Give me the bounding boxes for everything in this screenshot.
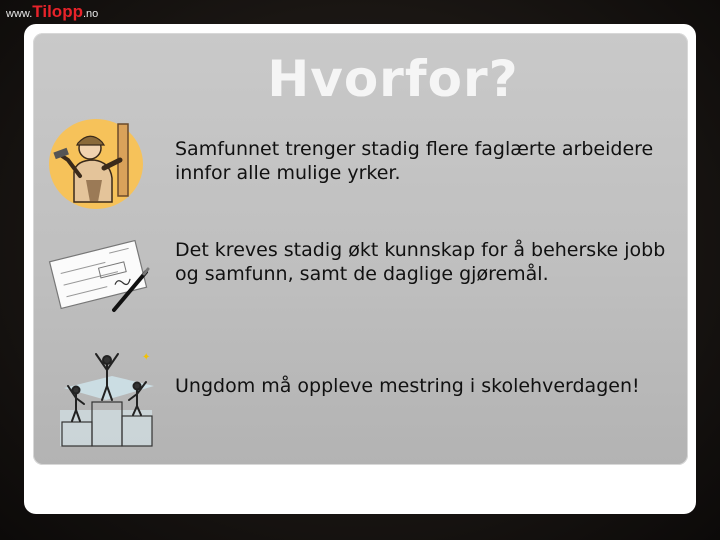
watermark-prefix: www. bbox=[6, 8, 33, 20]
cheque-and-pen-clipart-icon bbox=[48, 234, 152, 314]
watermark-brand: Tilopp bbox=[32, 2, 83, 21]
watermark-suffix: .no bbox=[82, 8, 99, 20]
podium-winners-clipart-icon bbox=[54, 346, 158, 450]
carpenter-clipart-icon bbox=[46, 116, 146, 212]
slide-title: Hvorfor? bbox=[267, 50, 519, 108]
tilopp-watermark bbox=[6, 2, 98, 22]
bullet-text-2: Det kreves stadig økt kunnskap for å beherske jobb og samfunn, samt de daglige gjøremål. bbox=[175, 239, 666, 285]
bullet-text-1: Samfunnet trenger stadig flere faglærte arbeidere innfor alle mulige yrker. bbox=[175, 138, 654, 184]
svg-text:✦: ✦ bbox=[142, 352, 151, 363]
bullet-text-3: Ungdom må oppleve mestring i skolehverdagen! bbox=[175, 375, 640, 397]
